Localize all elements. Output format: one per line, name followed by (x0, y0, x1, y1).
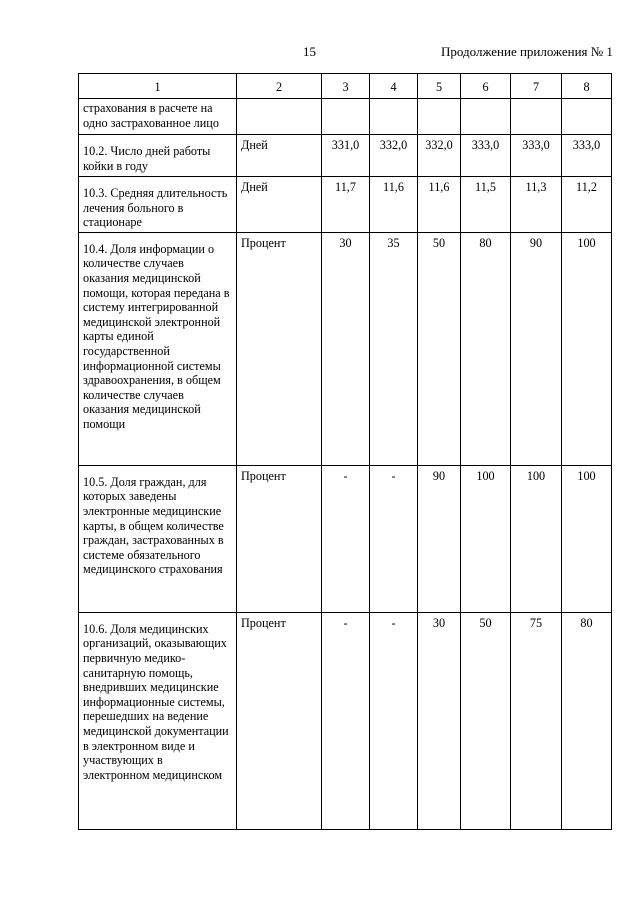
indicator-unit: Дней (237, 135, 322, 177)
indicator-value: - (370, 465, 418, 612)
table-row (79, 99, 612, 135)
indicator-name: 10.2. Число дней работы койки в году (79, 135, 237, 177)
column-header: 6 (461, 74, 511, 99)
indicator-value: 11,7 (322, 177, 370, 233)
indicator-value: 80 (461, 232, 511, 465)
column-header: 8 (562, 74, 612, 99)
column-header: 1 (79, 74, 237, 99)
indicator-value: 100 (562, 232, 612, 465)
indicator-value: 333,0 (562, 135, 612, 177)
appendix-continuation-note: Продолжение приложения № 1 (441, 44, 613, 59)
indicator-value (562, 99, 612, 135)
column-header: 2 (237, 74, 322, 99)
column-header: 7 (511, 74, 562, 99)
indicator-unit: Процент (237, 612, 322, 829)
indicator-value: 30 (418, 612, 461, 829)
column-header: 5 (418, 74, 461, 99)
indicator-value: 11,3 (511, 177, 562, 233)
indicator-value (322, 99, 370, 135)
indicator-value: 100 (562, 465, 612, 612)
table-row (79, 465, 612, 612)
indicator-value: 333,0 (511, 135, 562, 177)
indicator-value: 100 (511, 465, 562, 612)
table-header-row (79, 74, 612, 99)
indicator-name: 10.5. Доля граждан, для которых заведены электронные медицинские карты, в общем количестве граждан, застрахованных в системе обязательного медицинского страхования (79, 465, 237, 612)
indicator-value: 90 (511, 232, 562, 465)
indicator-unit: Дней (237, 177, 322, 233)
indicator-name: страхования в расчете на одно застрахованное лицо (79, 99, 237, 135)
indicator-value: 30 (322, 232, 370, 465)
indicator-value: 11,6 (418, 177, 461, 233)
indicator-value: 50 (461, 612, 511, 829)
indicator-value: 332,0 (370, 135, 418, 177)
table-row (79, 232, 612, 465)
indicator-unit (237, 99, 322, 135)
indicator-value: 11,5 (461, 177, 511, 233)
indicator-value (511, 99, 562, 135)
indicator-value: 11,6 (370, 177, 418, 233)
indicator-value: 90 (418, 465, 461, 612)
indicator-value: 75 (511, 612, 562, 829)
indicator-value: - (322, 465, 370, 612)
indicator-value: 50 (418, 232, 461, 465)
table-row (79, 135, 612, 177)
indicator-value: 100 (461, 465, 511, 612)
column-header: 4 (370, 74, 418, 99)
indicator-value: 11,2 (562, 177, 612, 233)
indicator-value: 331,0 (322, 135, 370, 177)
indicator-value: 333,0 (461, 135, 511, 177)
indicators-table (78, 73, 612, 830)
indicator-value (418, 99, 461, 135)
indicator-value: - (322, 612, 370, 829)
indicator-value (461, 99, 511, 135)
table-row (79, 177, 612, 233)
indicator-unit: Процент (237, 465, 322, 612)
table-row (79, 612, 612, 829)
indicator-value: 332,0 (418, 135, 461, 177)
indicator-name: 10.3. Средняя длительность лечения больного в стационаре (79, 177, 237, 233)
indicator-unit: Процент (237, 232, 322, 465)
indicator-value (370, 99, 418, 135)
page-number: 15 (303, 44, 316, 59)
indicator-value: - (370, 612, 418, 829)
indicator-name: 10.6. Доля медицинских организаций, оказывающих первичную медико-санитарную помощь, внедривших медицинские информационные системы, перешедших на ведение медицинской документации в электронном виде и участвующих в электронном медицинском (79, 612, 237, 829)
indicator-value: 80 (562, 612, 612, 829)
column-header: 3 (322, 74, 370, 99)
indicator-name: 10.4. Доля информации о количестве случаев оказания медицинской помощи, которая передана в систему интегрированной медицинской электронной карты единой государственной информационной системы здравоохранения, в общем количестве случаев оказания медицинской помощи (79, 232, 237, 465)
indicator-value: 35 (370, 232, 418, 465)
